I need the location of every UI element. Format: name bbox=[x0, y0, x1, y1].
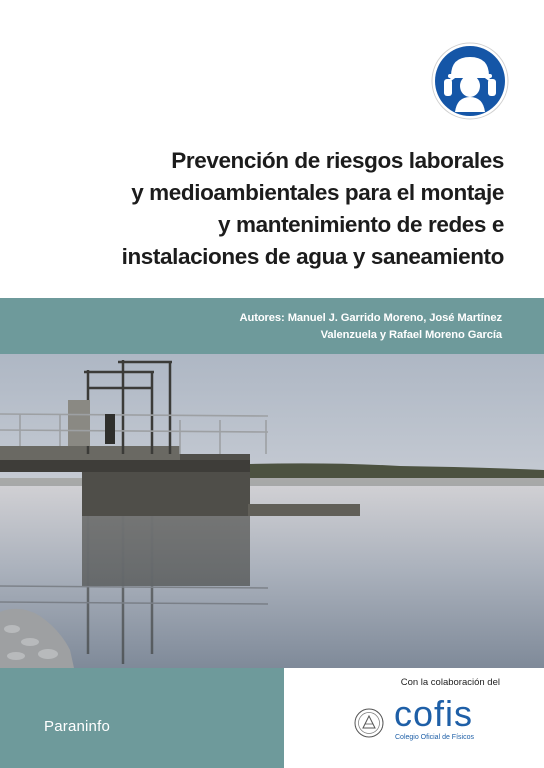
publisher-band bbox=[0, 668, 284, 768]
cofis-logo-tagline: Colegio Oficial de Físicos bbox=[395, 734, 474, 741]
authors-band bbox=[0, 298, 544, 354]
authors-line: Autores: Manuel J. Garrido Moreno, José Martínez bbox=[239, 312, 502, 324]
title-line: Prevención de riesgos laborales bbox=[171, 148, 504, 173]
safety-helmet-icon bbox=[431, 42, 509, 120]
authors-line: Valenzuela y Rafael Moreno García bbox=[320, 328, 502, 341]
authors bbox=[239, 310, 502, 343]
cofis-seal-icon bbox=[354, 708, 384, 738]
cofis-logo-word: cofis bbox=[394, 693, 474, 734]
water-tower-photo bbox=[0, 354, 544, 668]
book-title bbox=[40, 145, 504, 273]
collaboration-area bbox=[284, 668, 544, 768]
publisher-name: Paraninfo bbox=[44, 718, 111, 735]
title-line: instalaciones de agua y saneamiento bbox=[121, 244, 504, 269]
title-line: y medioambientales para el montaje bbox=[131, 180, 504, 205]
collaboration-text: Con la colaboración del bbox=[400, 677, 500, 688]
title-line: y mantenimiento de redes e bbox=[218, 212, 504, 237]
